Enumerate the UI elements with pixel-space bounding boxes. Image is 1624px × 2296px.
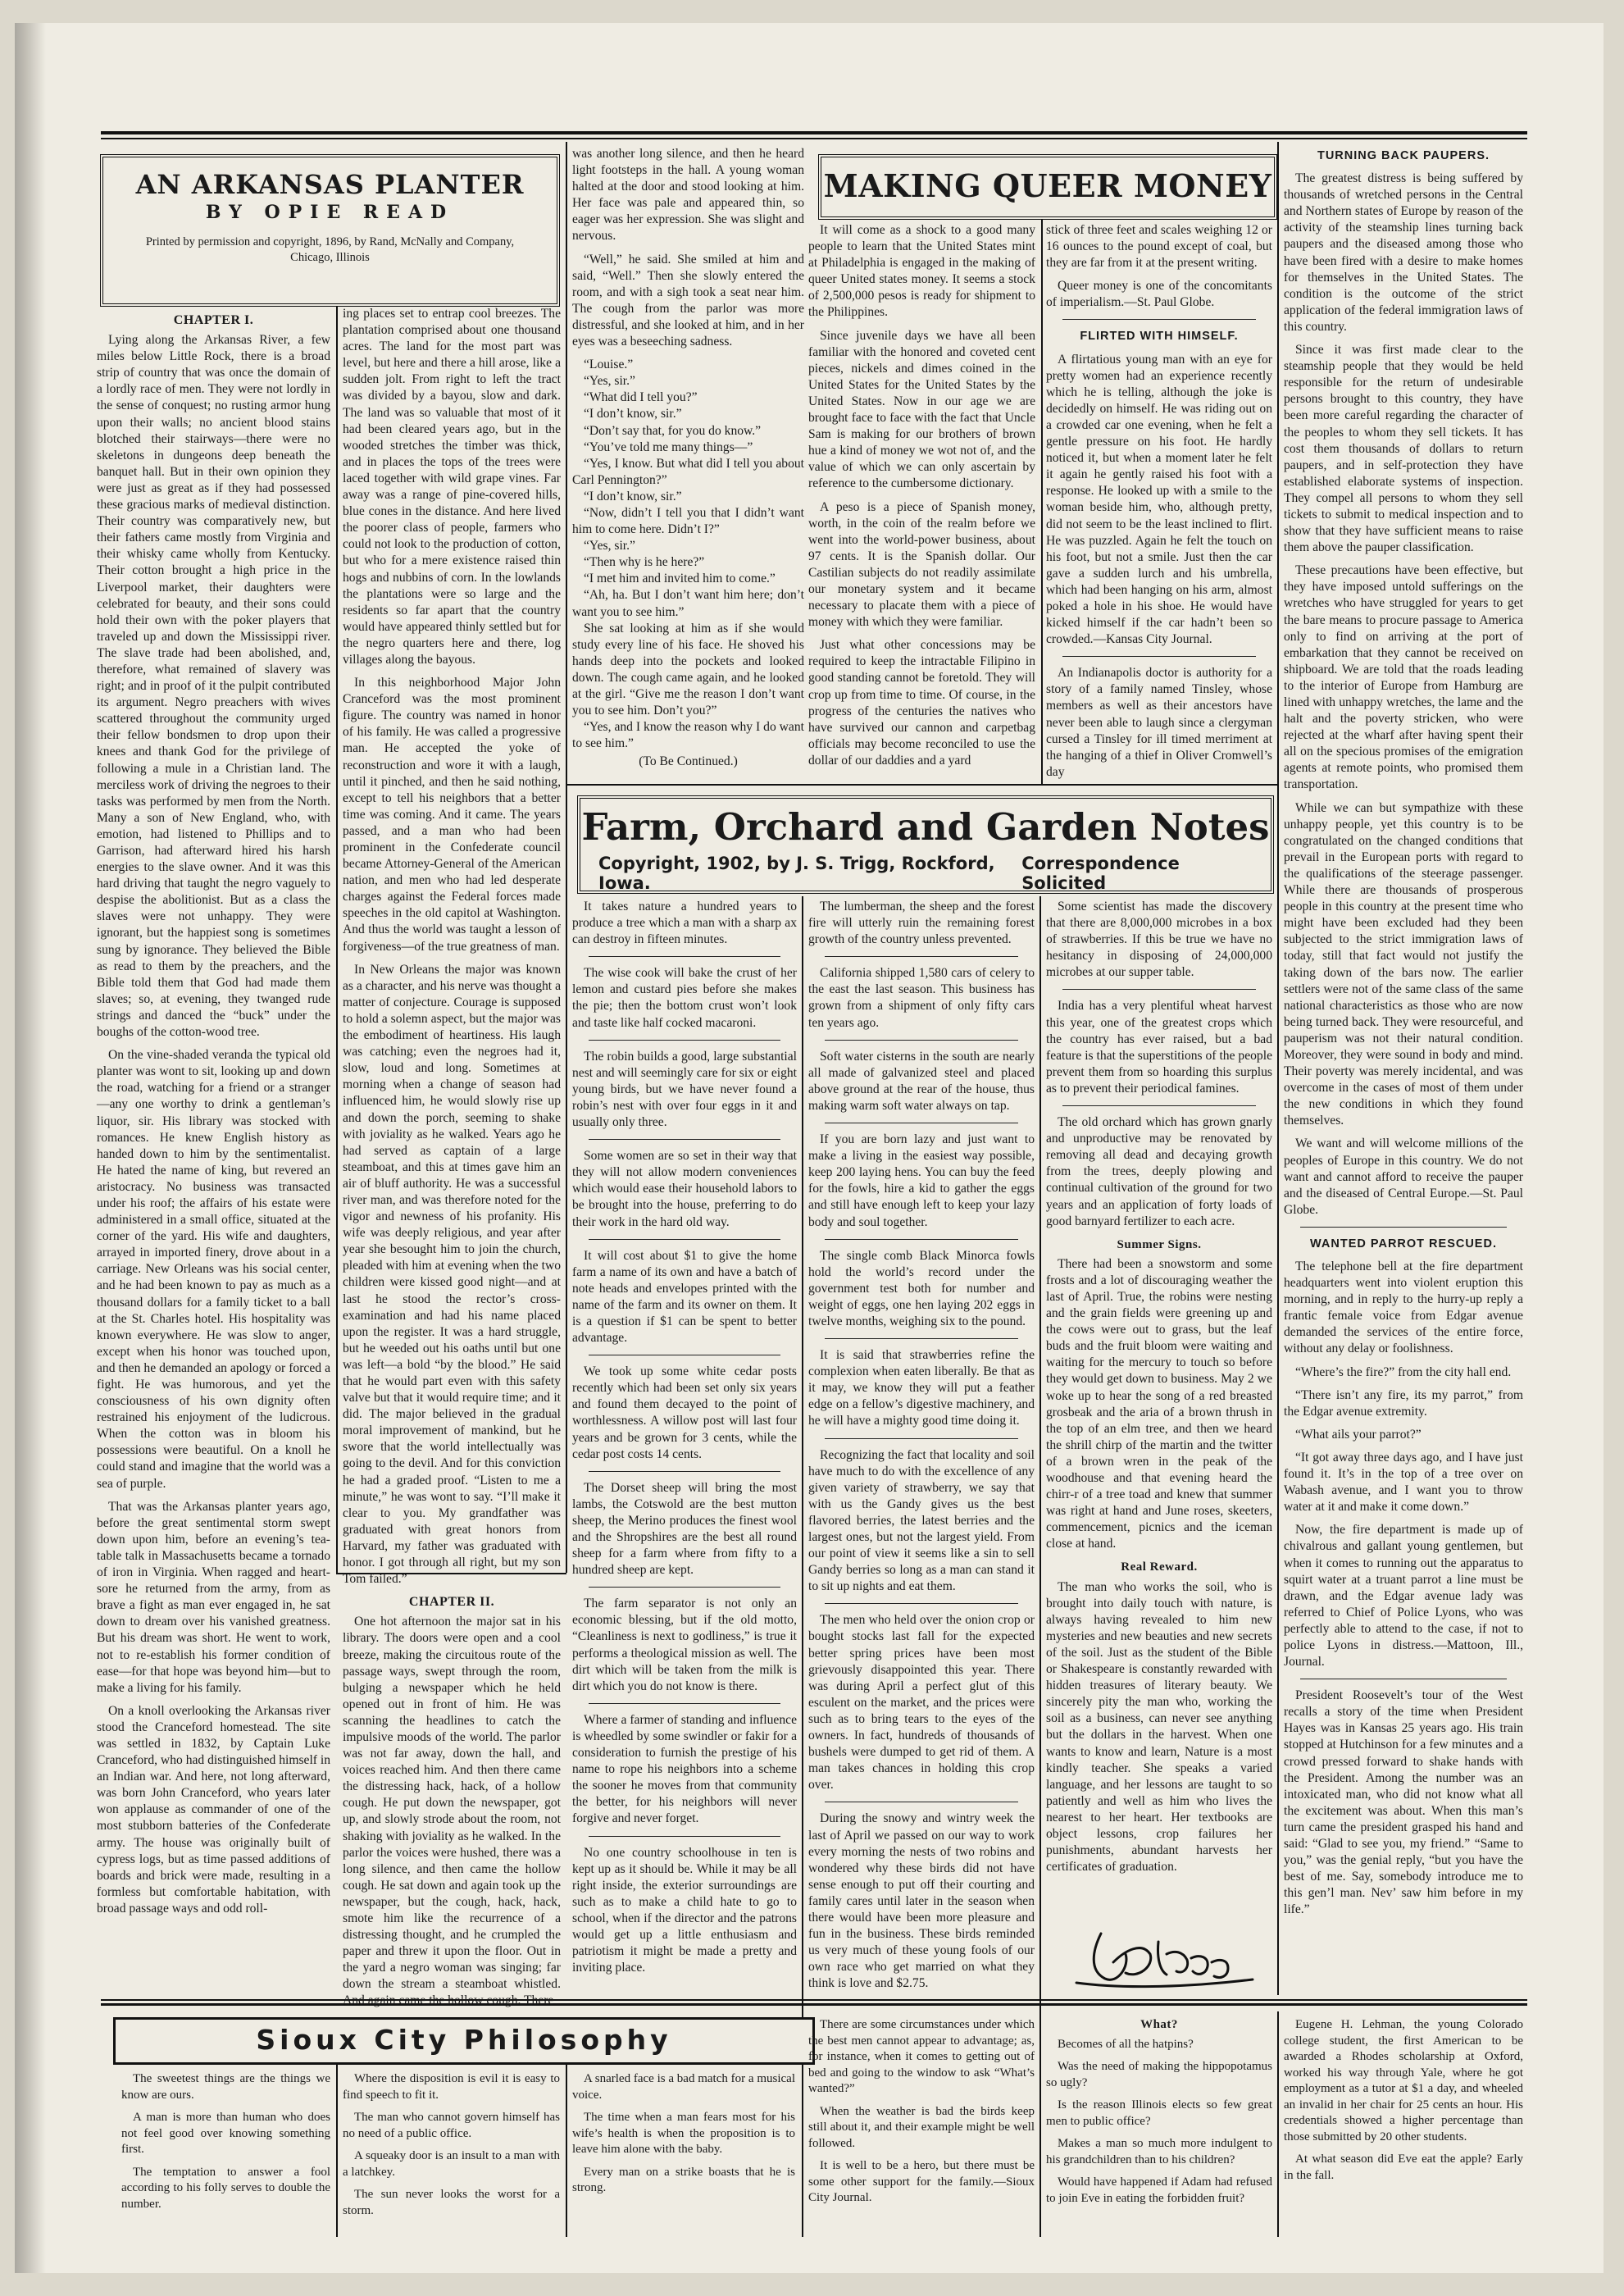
planter-column-3 [572, 146, 804, 777]
farm-note: The single comb Black Minorca fowls hold the world’s record under the government test both for number and weight of eggs, one hen laying 202 eggs in twelve months, weighing six to the pound. [808, 1248, 1035, 1328]
sioux-column-1 [121, 2071, 330, 2235]
saying: The sweetest things are the things we know are ours. [121, 2072, 330, 2102]
article-paragraph: Eugene H. Lehman, the young Colorado college student, the first American to be awarded a Rhodes scholarship at Oxford, worked his way through Yale, where he got employment as a tutor at $1 a day, and wheeled an invalid in her chair for 25 cents an hour. His credentials showed a higher percentage than those submitted by 20 other students. [1284, 2018, 1523, 2143]
farm-note: No one country schoolhouse in ten is kept up as it should be. While it may be all right inside, the exterior surroundings are such as to make a child hate to go to school, when if the director and the patrons would get up a little enthusiasm and patriotism it might be made a pretty and inviting place. [572, 1845, 797, 1975]
dialogue-line: “Yes, I know. But what did I tell you about Carl Pennington?” [572, 456, 804, 487]
divider [589, 1703, 780, 1704]
farm-column-1 [572, 899, 797, 1998]
farm-headline-box [577, 795, 1274, 894]
farm-note: The man who works the soil, who is brought into daily touch with nature, is always having revealed to him new mysteries and new beauties and new secrets of the soil. Just as the student of the Bible or Shakespeare is constantly rewarded with hidden treasures of literary beauty. We sincerely pity the man who, working the soil as a business, can never see anything but the dollars in the harvest. When one wants to know and learn, Nature is a most kindly teacher. She speaks a varied language, and her lessons are taught to so patiently and well as him who lives the nearest to her heart. Her textbooks are object lessons, crop failures her punishments, abundant harvests her certificates of graduation. [1046, 1579, 1272, 1875]
dialogue-line: “Louise.” [584, 358, 634, 372]
question: Would have happened if Adam had refused to join Eve in eating the forbidden fruit? [1046, 2175, 1272, 2205]
farm-copyright: Copyright, 1902, by J. S. Trigg, Rockford, Iowa. [598, 854, 995, 893]
column-rule [1041, 220, 1043, 786]
article-paragraph: We want and will welcome millions of the peoples of Europe in this country. We do not want and cannot afford to receive the pauper and the diseased of Central Europe.—St. Paul Globe. [1284, 1137, 1523, 1217]
article-paragraph: These precautions have been effective, but they have imposed untold sufferings on the wretches who have struggled for years to get the bare means to procure passage to America only to find on arriving at the port of embarkation that they cannot be received on shipboard. We are told that the roads leading to the interior of Europe from Hamburg are lined with unhappy wretches, the lame and the halt and the poverty stricken, who were rejected at the wharf after having spent their all on the specious promises of the emigration agents at remote points, who promised them transportation. [1284, 563, 1523, 792]
column-rule [1039, 2011, 1041, 2237]
saying: A man is more than human who does not feel good over knowing something first. [121, 2111, 330, 2156]
what-heading: What? [1140, 2018, 1178, 2031]
money-headline-box [818, 154, 1277, 220]
farm-note: Recognizing the fact that locality and soil have much to do with the excellence of any given variety of strawberry, we say that with us the Gandy gives us the best flavored berries, the latest berries and the largest ones, but not the largest yield. From our point of view it seems like a sin to sell Gandy berries so long as a man can stand it to sit up nights and eat them. [808, 1447, 1035, 1594]
divider [1062, 989, 1256, 990]
column-rule [336, 298, 338, 1573]
saying: The temptation to answer a fool according to his folly serves to double the number. [121, 2165, 330, 2211]
top-rule [101, 131, 1527, 134]
article-paragraph: At what season did Eve eat the apple? Early in the fall. [1284, 2152, 1523, 2182]
story-paragraph: ing places set to entrap cool breezes. The plantation comprised about one thousand acres. The land for the most part was level, but here and there a hill arose, like a sudden jolt. From right to left the tract was divided by a bayou, slow and dark. The land was so valuable that most of it had been cleared years ago, but in the wooded stretches the timber was thick, and in places the tops of the trees were laced together with wild grape vines. Far away was a range of pine-covered hills, blue cones in the distance. And here lived the poorer class of people, farmers who could not look to the production of cotton, but who for a mere existence raised thin hogs and nubbins of corn. In the lowlands the plantations were so large and the residents so far apart that the country would have appeared thinly settled but for the negro quarters here and there, log villages along the bayous. [343, 307, 561, 667]
column-rule [566, 2048, 567, 2237]
story-paragraph: In this neighborhood Major John Cranceford was the most prominent figure. The country was named in honor of his family. He was called a progressive man. He accepted the yoke of reconstruction and wore it with a laugh, until it pinched, and then he said nothing, except to tell his neighbors that a better time was coming. And it came. The years passed, and a man who had been prominent in the Confederate council became Attorney-General of the American nation, and men who had led desperate charges against the Federal forces made speeches in the old capitol at Washington. And thus the world was taught a lesson of forgiveness—of the true greatness of man. [343, 676, 561, 954]
saying: Every man on a strike boasts that he is strong. [572, 2165, 795, 2194]
saying: It is well to be a hero, but there must be some other support for the family.—Sioux City Journal. [808, 2159, 1035, 2204]
farm-note: The robin builds a good, large substantial nest and will seemingly care for six or eight young birds, but we have never found a robin’s nest with over four eggs in it and usually only three. [572, 1049, 797, 1130]
farm-title: Farm, Orchard and Garden Notes [581, 805, 1270, 849]
article-paragraph: “It got away three days ago, and I have just found it. It’s in the top of a tree over on Wabash avenue, and I want you to throw water at it and make it come down.” [1284, 1450, 1523, 1515]
sioux-column-4 [808, 2017, 1035, 2237]
divider [589, 956, 780, 957]
dialogue-line: “Don’t say that, for you do know.” [584, 423, 762, 438]
divider [1300, 1227, 1507, 1228]
planter-credit: Printed by permission and copyright, 1896, by Rand, McNally and Company, Chicago, Illinois [145, 235, 515, 264]
planter-headline-box [100, 154, 560, 307]
divider [825, 1603, 1018, 1604]
summer-signs-heading: Summer Signs. [1117, 1237, 1202, 1251]
article-paragraph: It will come as a shock to a good many people to learn that the United States mint at Philadelphia is engaged in the making of queer United states money. It seems a stock of 2,500,000 pesos is ready for shipment to the Philippines. [808, 223, 1035, 320]
divider [825, 1040, 1018, 1041]
top-rule-thin [101, 138, 1527, 139]
farm-column-2 [808, 899, 1035, 1998]
divider [589, 1139, 780, 1140]
real-reward-heading: Real Reward. [1121, 1560, 1198, 1574]
question: Becomes of all the hatpins? [1058, 2037, 1194, 2051]
farm-note: India has a very plentiful wheat harvest this year, one of the greatest crops which the country has ever raised, but a bad feature is that the superstitions of the people prevent them from so hoarding this surplus as to prevent their periodical famines. [1046, 999, 1272, 1096]
sioux-column-3 [572, 2071, 795, 2235]
sioux-column-2 [343, 2071, 560, 2235]
farm-note: Some scientist has made the discovery that there are 8,000,000 microbes in a box of strawberries. If this be true we have no hesitancy in disposing of 24,000,000 microbes at our supper table. [1046, 900, 1272, 980]
column-rule [566, 142, 567, 1573]
money-column-2 [1046, 222, 1272, 780]
farm-note: It is said that strawberries refine the complexion when eaten liberally. Be that as it may, we know they will put a feather edge on a fellow’s digestive machinery, and he will have a mighty good time doing it. [808, 1348, 1035, 1428]
farm-note: The farm separator is not only an economic blessing, but if the old motto, “Cleanliness is next to godliness,” is true it performs a theological mission as well. The dirt which will be taken from the milk is dirt which you do not know is there. [572, 1597, 797, 1693]
farm-subtitle-row [598, 854, 1253, 893]
saying: The time when a man fears most for his wife’s health is when the proposition is to leave him alone with the baby. [572, 2111, 795, 2156]
money-title: MAKING QUEER MONEY [823, 167, 1272, 204]
saying: The sun never looks the worst for a storm. [343, 2188, 560, 2217]
dialogue-line: “Then why is he here?” [584, 555, 705, 570]
dialogue-line: “Ah, ha. But I don’t want him here; don’t want you to see him.” [572, 588, 804, 619]
saying: A squeaky door is an insult to a man with a latchkey. [343, 2149, 560, 2179]
saying: The man who cannot govern himself has no need of a public office. [343, 2111, 560, 2140]
farm-note: During the snowy and wintry week the last of April we passed on our way to work every morning the nests of two robins and wondered why these birds did not have sense enough to put off their courting and family cares until later in the season when there would have been more pleasure and fun in the business. These birds reminded us very much of these young fools of our own race who get married on what they think is love and $2.75. [808, 1811, 1035, 1991]
saying: A snarled face is a bad match for a musical voice. [572, 2072, 795, 2102]
divider [1062, 1105, 1256, 1106]
question: Makes a man so much more indulgent to his grandchildren than to his children? [1046, 2137, 1272, 2166]
paupers-heading: TURNING BACK PAUPERS. [1317, 149, 1490, 162]
article-paragraph: “There isn’t any fire, its my parrot,” from the Edgar avenue extremity. [1284, 1387, 1523, 1419]
trigg-signature [1068, 1917, 1257, 1995]
article-paragraph: While we can but sympathize with these unhappy people, yet this country is to be congratulated on the changed conditions that prevail in the European ports with regard to the qualifications of the steerage passenger. While there are thousands of prosperous people in this country at the present time who might have been excluded had they been subjected to the strict immigration laws of today, still that fact would not justify the taking down of the bars now. The earlier settlers were not of the same class of the same national characteristics as those who are now being turned back. They were resourceful, and pauperism was not their natural condition. Moreover, they were sound in body and mind. Their poverty was merely incidental, and was overcome in the cases of most of them under the new conditions in which they found themselves. [1284, 800, 1523, 1128]
dialogue-line: “What did I tell you?” [584, 390, 698, 405]
divider [825, 1438, 1018, 1439]
column-rule [802, 896, 803, 2028]
dialogue-line: “I don’t know, sir.” [584, 489, 682, 503]
farm-note: The Dorset sheep will bring the most lambs, the Cotswold are the best mutton sheep, the Merino produces the finest wool and the Shropshires are the best all round sheep for a farm where from fifty to a hundred sheep are kept. [572, 1480, 797, 1578]
section-rule [566, 784, 1277, 786]
what-column [1046, 2017, 1272, 2237]
dialogue-line: “Yes, and I know the reason why I do want to see him.” [572, 720, 804, 751]
farm-note: The old orchard which has grown gnarly and unproductive may be renovated by removing all dead and decaying growth from the trees, deeply plowing and continual cultivation of the ground for two years and an application of forty loads of good barnyard fertilizer to each acre. [1046, 1115, 1272, 1228]
divider [589, 1040, 780, 1041]
dialogue-line: “Now, didn’t I tell you that I didn’t want him to come here. Didn’t I?” [572, 505, 804, 537]
story-paragraph: On a knoll overlooking the Arkansas river stood the Cranceford homestead. The site was settled in 1832, by Captain Luke Cranceford, who had distinguished himself in an Indian war. And here, not long afterward, was born John Cranceford, who years later won applause as commander of one of the most stubborn batteries of the Confederate army. The house was originally built of cypress logs, but as time passed additions of boards and brick were made, resulting in a formless but comfortable habitation, with broad passage ways and odd roll- [97, 1703, 330, 1916]
article-paragraph: An Indianapolis doctor is authority for a story of a family named Tinsley, whose members as well as their ancestors have never been able to laugh since a clergyman cursed a Tinsley for ill timed merriment at the hanging of a thief in Oliver Cromwell’s day [1046, 666, 1272, 779]
article-paragraph: stick of three feet and scales weighing 12 or 16 ounces to the pound except of coal, but they are far from it at the present writing. [1046, 223, 1272, 271]
flirted-heading: FLIRTED WITH HIMSELF. [1080, 330, 1239, 344]
article-paragraph: A flirtatious young man with an eye for pretty women had an experience recently which he is telling, although the joke is decidedly on himself. He was riding out on a crowded car one evening, when he felt a gentle pressure on his foot. He hardly noticed it, but when a moment later he felt it again he gently raised his foot with a response. He looked up with a smile to the woman beside him, who, although pretty, did not seem to be the least inclined to flirt. He was puzzled. Again he felt the touch on his foot, but not a smile. Just then the car gave a sudden lurch and his umbrella, which had been hanging on his arm, almost poked a hole in his shoe. He would have kicked himself if the car hadn’t been so crowded.—Kansas City Journal. [1046, 352, 1272, 647]
divider [1062, 656, 1256, 657]
farm-note: California shipped 1,580 cars of celery to the east the last season. This business has grown from a shipment of only fifty cars ten years ago. [808, 966, 1035, 1030]
saying: Where the disposition is evil it is easy to find speech to fit it. [343, 2072, 560, 2102]
divider [825, 1338, 1018, 1339]
divider [1062, 319, 1256, 320]
farm-note: We took up some white cedar posts recently which had been set only six years and found them decayed to the point of worthlessness. A willow post will last four years and be grown for 3 cents, while the cedar post costs 14 cents. [572, 1364, 797, 1461]
column-rule [1039, 896, 1041, 2028]
page-edge-shadow [15, 23, 46, 2273]
article-paragraph: Since juvenile days we have all been familiar with the honored and coveted cent pieces, nickels and dimes coined in the United States for the United States by the United States. Now in our age we are brought face to face with the fact that Uncle Sam is making for our brothers of brown hue a kind of money we wot not of, and the value of which we can only ascertain by reference to the cumbersome dictionary. [808, 328, 1035, 491]
sioux-title: Sioux City Philosophy [256, 2024, 672, 2056]
newspaper-page [15, 23, 1604, 2273]
article-paragraph: The greatest distress is being suffered by thousands of wretched persons in the Central and Northern states of Europe by reason of the activity of the steamship lines turning back paupers and the diseased among those who have been fired with a desire to make homes for themselves in the United States. The condition is the outcome of the strict application of the federal immigration laws of this country. [1284, 171, 1523, 334]
saying: When the weather is bad the birds keep still about it, and their example might be well followed. [808, 2104, 1035, 2150]
farm-note: It will cost about $1 to give the home farm a name of its own and have a batch of note heads and envelopes printed with the name of the farm and its owner on them. It is a question if $1 can be spent to better advantage. [572, 1248, 797, 1346]
chapter-heading: CHAPTER II. [408, 1595, 495, 1610]
farm-note: Soft water cisterns in the south are nearly all made of galvanized steel and placed above ground at the rear of the house, thus making warm soft water always on tap. [808, 1049, 1035, 1113]
to-be-continued: (To Be Continued.) [639, 754, 738, 769]
sioux-headline-box [113, 2017, 815, 2065]
planter-title: AN ARKANSAS PLANTER [135, 169, 525, 200]
farm-note: Where a farmer of standing and influence is wheedled by some swindler or fakir for a consideration to furnish the prestige of his name to rope his neighbors into a scheme the sooner he moves from that community the better, for his neighbors will never forgive and never forget. [572, 1712, 797, 1826]
article-paragraph: “What ails your parrot?” [1295, 1427, 1422, 1442]
dialogue-line: “Yes, sir.” [584, 539, 635, 554]
story-paragraph: One hot afternoon the major sat in his library. The doors were open and a cool breeze, making the circuitous route of the passage ways, swept through the room, bulging a newspaper which he held opened out in front of him. He was scanning the headlines to catch the impulsive moods of the world. The parlor was not far away, down the hall, and voices reached him. And then there came the distressing hack, hack, of a hollow cough. He put down the newspaper, got up, and slowly strode about the room, not shaking with joviality as he walked. In the parlor the voices were hushed, there was a long silence, and then came the hollow cough. He sat down and again took up the newspaper, but the cough, hack, hack, smote him like the recurrence of a distressing thought, and he crumpled the paper and threw it upon the floor. Out in the yard a negro woman was singing; far down the stream a steamboat whistled. And again came the hollow cough. There [343, 1615, 561, 2008]
divider [589, 1471, 780, 1472]
question: Is the reason Illinois elects so few great men to public office? [1046, 2098, 1272, 2128]
article-paragraph: Now, the fire department is made up of chivalrous and gallant young gentlemen, but when it comes to running out the apparatus to squirt water at a truant parrot a line must be drawn, and the Edgar avenue lady was referred to Chief of Police Lyons, who was perfectly able to attend to the case, if not to police Lyons in distress.—Mattoon, Ill., Journal. [1284, 1523, 1523, 1670]
farm-solicited: Correspondence Solicited [1021, 854, 1180, 893]
story-paragraph: On the vine-shaded veranda the typical old planter was wont to sit, looking up and down the road, watching for a friend or a stranger—any one worthy to drink a gentleman’s liquor, sir. His library was stocked with romances. He knew English history as handed down to him by the sentimentalist. He hated the name of king, but revered an aristocracy. No business was transacted under his roof; the affairs of his estate were administered in a small office, situated at the corner of the yard. His wife and daughters, arrayed in imported finery, drove about in a carriage. New Orleans was his social center, and he had been known to pay as much as a thousand dollars for a family ticket to a ball at the St. Charles hotel. His hospitality was known everywhere. He was slow to anger, except when his honor was touched upon, and then he demanded an apology or forced a fight. He was humorous, and yet the consciousness of his own dignity often restrained his enjoyment of the ludicrous. When the cotton was in bloom his possessions were beautiful. On a knoll he could stand and imagine that the world was a sea of purple. [97, 1048, 330, 1491]
divider [825, 956, 1018, 957]
saying: There are some circumstances under which the best men cannot appear to advantage; as, for instance, when it comes to getting out of bed and going to the window to ask “What’s wanted?” [808, 2018, 1035, 2095]
section-rule-thick [101, 2003, 1527, 2006]
dialogue-line: “You’ve told me many things—” [584, 440, 753, 454]
divider [589, 1587, 780, 1588]
dialogue-line: “Yes, sir.” [584, 374, 635, 389]
divider [589, 1239, 780, 1240]
planter-byline: BY OPIE READ [205, 202, 455, 223]
dialogue-line: She sat looking at him as if she would study every line of his face. He shoved his hands deep into the pockets and looked down. The cough came again, and he looked at the girl. “Give me the reason I don’t want you to see him. Don’t you?” [572, 621, 804, 718]
paupers-column [1284, 146, 1523, 1995]
story-paragraph: was another long silence, and then he heard light footsteps in the hall. A young woman halted at the door and stood looking at him. Her face was pale and appeared thin, so eager was her expression. She was slight and nervous. [572, 147, 804, 244]
section-rule [101, 1999, 1527, 2001]
dialogue-line: “I don’t know, sir.” [584, 407, 682, 421]
farm-note: If you are born lazy and just want to make a living in the easiest way possible, keep 200 laying hens. You can buy the feed for the fowls, hire a kid to gather the eggs and still have enough left to keep your lazy body and soul together. [808, 1132, 1035, 1229]
money-column-1 [808, 222, 1035, 780]
article-paragraph: The telephone bell at the fire department headquarters went into violent eruption this morning, and in reply to the hurry-up reply a frantic female voice from Edgar avenue demanded the services of the entire force, without any delay or foolishness. [1284, 1260, 1523, 1356]
article-paragraph: Since it was first made clear to the steamship people that they would be held responsible for the return of undesirable persons brought to this country, they have been more careful regarding the character of the peoples to whom they sell tickets. It has cost them thousands of dollars to return paupers, and in self-protection they have established elaborate systems of inspection. They compel all persons to whom they sell tickets to submit to medical inspection and to show that they have sufficient means to raise them above the pauper classification. [1284, 343, 1523, 555]
planter-column-1 [97, 306, 330, 1916]
question: Was the need of making the hippopotamus so ugly? [1046, 2060, 1272, 2089]
column-rule [1277, 142, 1279, 1995]
article-paragraph: Just what other concessions may be required to keep the intractable Filipino in good standing cannot be foretold. They will crop up from time to time. Of course, in the progress of the centuries the natives who have survived our cannon and carpetbag officials may become reconciled to use the dollar of our daddies and a yard [808, 638, 1035, 768]
story-paragraph: In New Orleans the major was known as a character, and his nerve was thought a matter of conjecture. Courage is supposed to hold a solemn aspect, but the major was the embodiment of heartiness. His laugh was catching; even the negroes had it, slow, loud and long. Sometimes at morning when a change of season had influenced him, he would slowly rise up and down the porch, seeming to shake with joviality as he walked. Years ago he had served as captain of a large steamboat, and this at times gave him an air of bluff authority. He was a successful river man, and was therefore noted for the vigor and newness of his profanity. His wife was deeply religious, and year after year she besought him to join the church, pleaded with him at evening when the two children were kissed good night—and at last he stood the rector’s cross-examination and had his name placed upon the register. It was a hard struggle, but he weeded out his oaths until but one was left—a bold “by the blood.” He said that he would part even with this safety valve but that it would require time; and it did. The major believed in the gradual moral improvement of mankind, but he swore that the world intellectually was going to the devil. And for this conviction he had a graded proof. “Listen to me a minute,” he was wont to say. “I’ll make it clear to you. My grandfather was graduated with great honors from Harvard, my father was graduated with honor. I got through all right, but my son Tom failed.” [343, 962, 561, 1587]
column-rule [336, 2048, 338, 2237]
farm-note: The wise cook will bake the crust of her lemon and custard pies before she makes the pie; then the bottom crust won’t look and taste like half cocked macaroni. [572, 966, 797, 1030]
story-paragraph: Lying along the Arkansas River, a few miles below Little Rock, there is a broad strip of country that was once the domain of a lordly race of men. They were not lordly in the sense of conquest; no rusting armor hung upon their walls; no ancient blood stains blotched their stairways—there were no skeletons in dungeons deep beneath the banquet hall. But in their own opinion they were just as great as if they had possessed these gracious marks of medieval distinction. Their country was comparatively new, but their fathers came mostly from Virginia and their whisky came wholly from Kentucky. Their cotton brought a high price in the Liverpool market, their daughters were celebrated for beauty, and their sons could hold their own with the poker players that traveled up and down the Mississippi river. The slave trade had been abolished, and, therefore, what remained of slavery was right; and in proof of it the pulpit contributed its argument. Negro preachers with wives scattered throughout the community urged their fellow bondsmen to drop upon their knees and thank God for the privilege of following a mule in a Christian land. The merciless work of driving the negroes to their tasks was performed by men from the North. Many a son of New England, who, with emotion, had listened to Phillips and to Garrison, had afterward hired his harsh energies to the slave owner. And it was this hard driving that taught the negro vaguely to despise the abolitionist. But as a class the slaves were not unhappy. They were ignorant, but the happiest song is sometimes sung by ignorance. They believed the Bible as read to them by the preachers, and the Bible told them that God had made them slaves; so, at evening, they twanged rude strings and danced the “buck” under the boughs of the cotton-wood tree. [97, 333, 330, 1040]
farm-note: The lumberman, the sheep and the forest fire will utterly ruin the remaining forest growth of the country unless prevented. [808, 900, 1035, 947]
story-paragraph: That was the Arkansas planter years ago, before the great sentimental storm swept down upon him, before an evening’s tea-table talk in Massachusetts became a tornado of iron in Virginia. When ragged and heart-sore he returned from the army, from as brave a fight as man ever engaged in, he sat down to dream over his vanished greatness. But his dream was short. He went to work, not to re-establish his former condition of ease—for that hope was beyond him—but to make a living for his family. [97, 1499, 330, 1695]
farm-note: It takes nature a hundred years to produce a tree which a man with a sharp ax can destroy in fifteen minutes. [572, 900, 797, 947]
planter-column-2 [343, 306, 561, 2008]
article-paragraph: President Roosevelt’s tour of the West recalls a story of the time when President Hayes was in Kansas 25 years ago. His train stopped at Hutchinson for a few minutes and a crowd pressed forward to shake hands with the President. Among the number was an intoxicated man, who did not know what all the excitement was about. When this man’s turn came the president grasped his hand and said: “Glad to see you, my friend.” “Same to you,” was the genial reply, “but you have the best of me. Say, somebody introduce me to this gen’l man. Nev’ saw him before in my life.” [1284, 1688, 1523, 1917]
farm-column-3 [1046, 899, 1272, 1891]
farm-note: Some women are so set in their way that they will not allow modern conveniences which would ease their household labors to be brought into the house, preferring to do their work in the hard old way. [572, 1149, 797, 1229]
column-rule [1277, 2011, 1279, 2237]
article-paragraph: “Where’s the fire?” from the city hall end. [1295, 1364, 1512, 1379]
dialogue-line: “I met him and invited him to come.” [584, 572, 776, 586]
lehman-column [1284, 2017, 1523, 2237]
article-paragraph: A peso is a piece of Spanish money, worth, in the coin of the realm before we went into the world-power business, about 97 cents. It is the Spanish dollar. Our Castilian subjects do not readily assimilate our monetary system and it became necessary to placate them with a piece of money with which they were familiar. [808, 499, 1035, 630]
farm-note: The men who held over the onion crop or bought stocks last fall for the expected better spring prices have been most grievously disappointed this year. There was during April a perfect glut of this esculent on the market, and the prices were such as to bring tears to the eyes of the owners. In fact, hundreds of thousands of bushels were dumped to get rid of them. A man takes chances in holding this crop over. [808, 1613, 1035, 1793]
chapter-heading: CHAPTER I. [173, 313, 254, 327]
parrot-heading: WANTED PARROT RESCUED. [1310, 1237, 1497, 1250]
divider [825, 1239, 1018, 1240]
article-paragraph: Queer money is one of the concomitants of imperialism.—St. Paul Globe. [1046, 279, 1272, 310]
farm-note: There had been a snowstorm and some frosts and a lot of discouraging weather the last of April. True, the robins were nesting and the grain fields were greening up and the cows were out to grass, but the leaf buds and the fruit bloom were waiting and waiting for the mercury to touch so before they would get down to business. May 2 we woke up to hear the song of a red breasted grosbeak and the aria of a brown thrush in the top of an elm tree, and then we heard the shrill chirp of the martin and the twitter of a brown wren in the peak of the woodhouse and that evening heard the chirr-r of a tree toad and knew that summer was right at hand and June roses, skeeters, commencement, picnics and the iceman close at hand. [1046, 1256, 1272, 1551]
story-paragraph: “Well,” he said. She smiled at him and said, “Well.” Then she slowly entered the room, and with a sigh took a seat near him. The cough from the parlor was more distressful, and she looked at him, and in her eyes was a beseeching sadness. [572, 252, 804, 349]
divider [589, 1836, 780, 1837]
